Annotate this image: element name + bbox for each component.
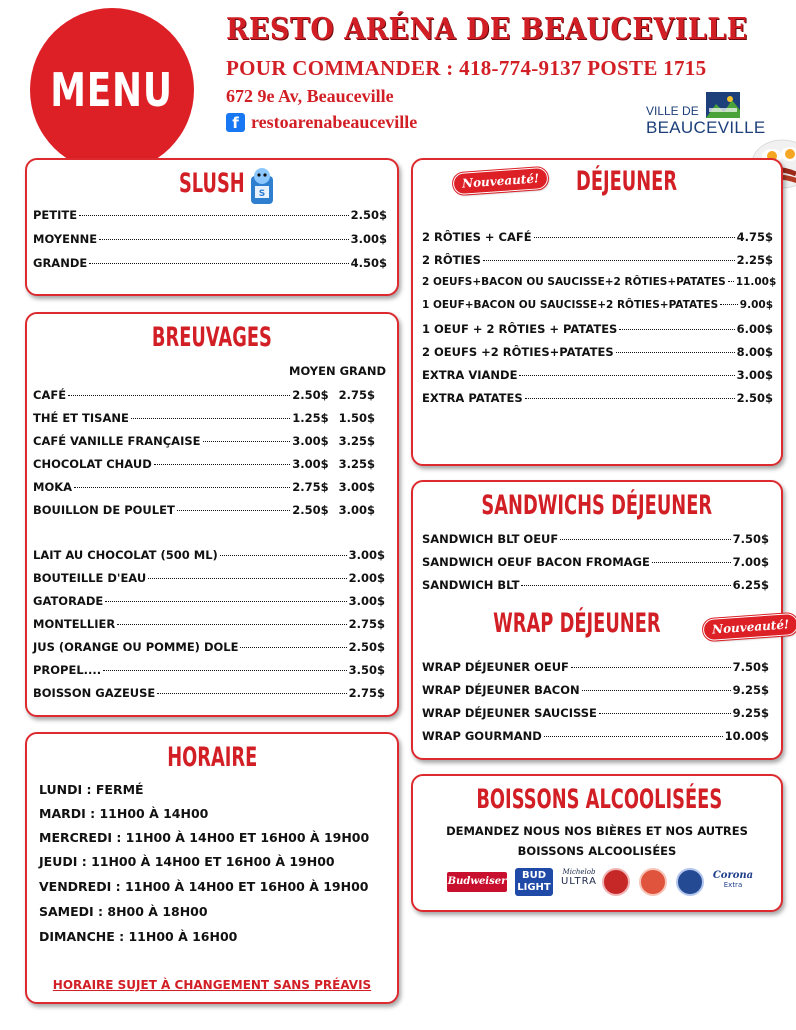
slush-section xyxy=(25,158,399,296)
menu-logo-label: MENU xyxy=(50,63,174,117)
address: 672 9e Av, Beauceville xyxy=(226,86,394,106)
svg-text:S: S xyxy=(258,189,266,199)
wrap-row: WRAP DÉJEUNER BACON 9.25$ xyxy=(422,683,769,697)
sandwichs-title: SANDWICHS DÉJEUNER xyxy=(481,490,713,521)
city-logo xyxy=(642,90,768,138)
dejeuner-row: 2 RÔTIES + CAFÉ 4.75$ xyxy=(422,230,773,244)
sandwichs-wrap-section xyxy=(411,480,790,760)
breuvages-row: PROPEL.... 3.50$ xyxy=(33,663,385,677)
alcool-line2: BOISSONS ALCOOLISÉES xyxy=(517,844,677,858)
facebook-link[interactable] xyxy=(226,112,417,133)
breuvages-row: THÉ ET TISANE 1.25$ 1.50$ xyxy=(33,411,375,425)
dejeuner-title: DÉJEUNER xyxy=(576,166,678,197)
breuvages-row: CHOCOLAT CHAUD 3.00$ 3.25$ xyxy=(33,457,375,471)
breuvages-row: JUS (ORANGE OU POMME) DOLE 2.50$ xyxy=(33,640,385,654)
restaurant-title: RESTO ARÉNA DE BEAUCEVILLE xyxy=(226,12,748,47)
wrap-row: WRAP GOURMAND 10.00$ xyxy=(422,729,769,743)
sandwich-row: SANDWICH BLT 6.25$ xyxy=(422,578,769,592)
bud-light-logo: BUD LIGHT xyxy=(515,868,553,896)
brand-badge-1-icon xyxy=(602,868,630,896)
breuvages-title: BREUVAGES xyxy=(152,322,272,353)
slush-row: GRANDE 4.50$ xyxy=(33,256,387,270)
breuvages-row: CAFÉ 2.50$ 2.75$ xyxy=(33,388,375,402)
new-badge: Nouveauté! xyxy=(702,613,796,642)
breuvages-col-headers: MOYEN GRAND xyxy=(289,364,386,378)
dejeuner-row: EXTRA VIANDE 3.00$ xyxy=(422,368,773,382)
alcool-section xyxy=(411,774,783,912)
alcool-title: BOISSONS ALCOOLISÉES xyxy=(476,784,723,815)
menu-logo xyxy=(30,8,194,172)
breuvages-section xyxy=(25,312,399,717)
city-logo-line1: VILLE DE xyxy=(646,104,699,118)
corona-logo: Corona Extra xyxy=(712,870,754,889)
facebook-handle: restoarenabeauceville xyxy=(251,112,418,132)
hours-line: DIMANCHE : 11H00 À 16H00 xyxy=(39,929,238,944)
brand-badge-3-icon xyxy=(676,868,704,896)
slush-mascot-icon xyxy=(245,166,279,206)
brand-badge-2-icon xyxy=(639,868,667,896)
hours-disclaimer: HORAIRE SUJET À CHANGEMENT SANS PRÉAVIS xyxy=(52,978,372,992)
hours-line: SAMEDI : 8H00 À 18H00 xyxy=(39,904,208,919)
dejeuner-section xyxy=(411,158,783,466)
city-emblem-icon xyxy=(706,92,740,118)
horaire-title: HORAIRE xyxy=(166,742,258,773)
hours-line: VENDREDI : 11H00 À 14H00 ET 16H00 À 19H00 xyxy=(39,879,369,894)
breuvages-row: MONTELLIER 2.75$ xyxy=(33,617,385,631)
dejeuner-row: 1 OEUF+BACON OU SAUCISSE+2 RÔTIES+PATATES 9.00$ xyxy=(422,299,773,311)
sandwich-row: SANDWICH BLT OEUF 7.50$ xyxy=(422,532,769,546)
alcool-line1: DEMANDEZ NOUS NOS BIÈRES ET NOS AUTRES xyxy=(446,824,748,838)
hours-line: LUNDI : FERMÉ xyxy=(39,782,144,797)
wrap-title: WRAP DÉJEUNER xyxy=(493,608,661,639)
hours-line: MARDI : 11H00 À 14H00 xyxy=(39,806,209,821)
slush-row: MOYENNE 3.00$ xyxy=(33,232,387,246)
dejeuner-row: 2 OEUFS +2 RÔTIES+PATATES 8.00$ xyxy=(422,345,773,359)
dejeuner-row: EXTRA PATATES 2.50$ xyxy=(422,391,773,405)
breuvages-row: LAIT AU CHOCOLAT (500 ML) 3.00$ xyxy=(33,548,385,562)
hours-line: MERCREDI : 11H00 À 14H00 ET 16H00 À 19H00 xyxy=(39,830,370,845)
slush-row: PETITE 2.50$ xyxy=(33,208,387,222)
dejeuner-row: 2 RÔTIES 2.25$ xyxy=(422,253,773,267)
breuvages-row: BOUTEILLE D'EAU 2.00$ xyxy=(33,571,385,585)
dejeuner-row: 1 OEUF + 2 RÔTIES + PATATES 6.00$ xyxy=(422,322,773,336)
facebook-icon: f xyxy=(226,113,245,132)
michelob-ultra-logo: Michelob ULTRA xyxy=(560,868,597,887)
breuvages-row: GATORADE 3.00$ xyxy=(33,594,385,608)
dejeuner-row: 2 OEUFS+BACON OU SAUCISSE+2 RÔTIES+PATATES 11.00$ xyxy=(422,276,777,288)
breuvages-row: MOKA 2.75$ 3.00$ xyxy=(33,480,375,494)
wrap-row: WRAP DÉJEUNER OEUF 7.50$ xyxy=(422,660,769,674)
hours-line: JEUDI : 11H00 À 14H00 ET 16H00 À 19H00 xyxy=(39,854,335,869)
breuvages-row: CAFÉ VANILLE FRANÇAISE 3.00$ 3.25$ xyxy=(33,434,375,448)
new-badge: Nouveauté! xyxy=(452,167,549,196)
horaire-section xyxy=(25,732,399,1004)
order-phone: POUR COMMANDER : 418-774-9137 POSTE 1715 xyxy=(226,56,707,80)
breuvages-row: BOISSON GAZEUSE 2.75$ xyxy=(33,686,385,700)
budweiser-logo: Budweiser xyxy=(447,872,507,892)
wrap-row: WRAP DÉJEUNER SAUCISSE 9.25$ xyxy=(422,706,769,720)
breuvages-row: BOUILLON DE POULET 2.50$ 3.00$ xyxy=(33,503,375,517)
slush-title: SLUSH xyxy=(179,168,245,199)
city-logo-line2: BEAUCEVILLE xyxy=(646,118,766,137)
sandwich-row: SANDWICH OEUF BACON FROMAGE 7.00$ xyxy=(422,555,769,569)
